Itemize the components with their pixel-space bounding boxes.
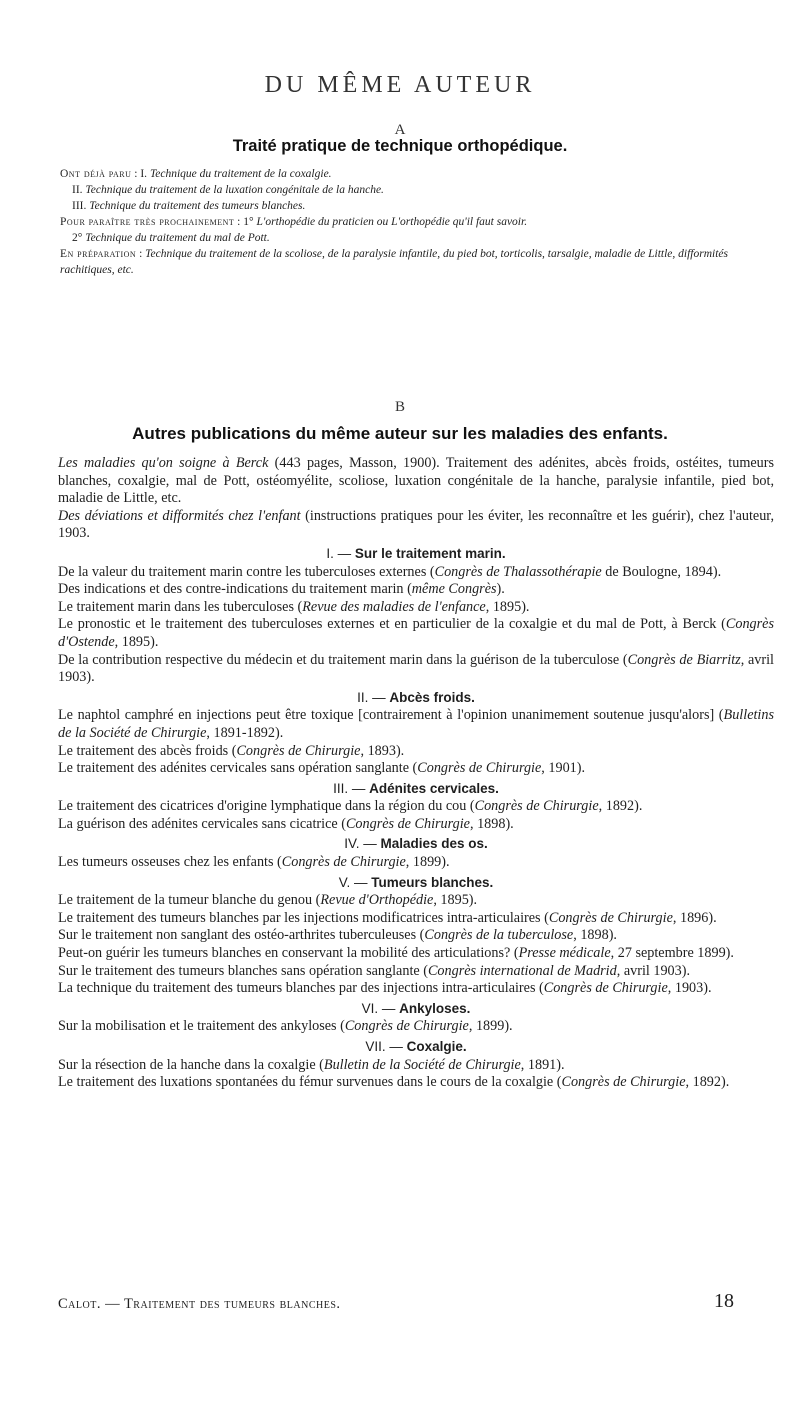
line-sep: : bbox=[234, 216, 244, 228]
entry-reference: Congrès de Chirurgie bbox=[543, 980, 668, 997]
entry-date: , 1899). bbox=[468, 1018, 513, 1035]
entry-reference: Congrès de Chirurgie bbox=[281, 854, 406, 871]
entry-text: La technique du traitement des tumeurs blanches par des injections intra-articulaires ( bbox=[58, 980, 544, 997]
subsection-heading bbox=[58, 874, 774, 892]
section-a-letter: A bbox=[394, 122, 406, 138]
entry-reference: Congrès de Chirurgie bbox=[548, 909, 673, 926]
page-footer bbox=[58, 1290, 774, 1313]
entry-text: Peut-on guérir les tumeurs blanches en conservant la mobilité des articulations? ( bbox=[58, 945, 519, 962]
publication-entry bbox=[58, 564, 774, 582]
subsection-title: Ankyloses. bbox=[399, 1000, 471, 1016]
publication-entry bbox=[58, 798, 774, 816]
publication-entry bbox=[58, 816, 774, 834]
entry-text: Les tumeurs osseuses chez les enfants ( bbox=[58, 854, 282, 871]
section-a-line bbox=[60, 214, 772, 230]
section-b-body bbox=[58, 455, 774, 1092]
entry-text: Sur la mobilisation et le traitement des ankyloses ( bbox=[58, 1018, 345, 1035]
entry-date: , 1895). bbox=[433, 892, 478, 909]
entry-text: Le traitement des tumeurs blanches par les injections modificatrices intra-articulaires ( bbox=[58, 909, 549, 926]
entry-text: La guérison des adénites cervicales sans cicatrice ( bbox=[58, 815, 346, 832]
entry-reference: Congrès de Chirurgie bbox=[474, 798, 599, 815]
entry-text: Des indications et des contre-indications du traitement marin ( bbox=[58, 581, 412, 598]
entry-reference: Congrès de Thalassothérapie bbox=[434, 563, 602, 580]
entry-date: ). bbox=[496, 581, 505, 598]
entry-reference: Bulletins de la Société de Chirurgie bbox=[58, 707, 774, 741]
entry-date: , 1891-1892). bbox=[206, 724, 284, 741]
entry-reference: même Congrès bbox=[411, 581, 497, 598]
page-number: 18 bbox=[714, 1290, 734, 1312]
section-b-letter: B bbox=[394, 399, 405, 415]
line-title: Technique du traitement de la scoliose, de la paralysie infantile, du pied bot, torticolis, tarsalgie, maladie de Little, difformités rachitiques, etc. bbox=[60, 248, 728, 276]
section-a-title: Traité pratique de technique orthopédique. bbox=[232, 137, 568, 155]
section-a-line bbox=[60, 230, 772, 246]
entry-date: , 1903). bbox=[667, 980, 712, 997]
entry-date: , 1896). bbox=[672, 909, 717, 926]
entry-text: Sur la résection de la hanche dans la coxalgie ( bbox=[58, 1056, 324, 1073]
subsection-title: Tumeurs blanches. bbox=[371, 874, 494, 890]
section-a-line bbox=[60, 166, 772, 182]
publication-entry bbox=[58, 599, 774, 617]
subsection-heading bbox=[58, 545, 774, 563]
section-a-line bbox=[60, 198, 772, 214]
publication-entry bbox=[58, 892, 774, 910]
entry-text: Le traitement des abcès froids ( bbox=[58, 742, 237, 759]
publication-entry bbox=[58, 616, 774, 651]
publication-entry bbox=[58, 581, 774, 599]
subsection-heading bbox=[58, 780, 774, 798]
section-b-title: Autres publications du même auteur sur les maladies des enfants. bbox=[132, 424, 668, 443]
subsection-number: II. — bbox=[357, 689, 390, 705]
subsection-title: Maladies des os. bbox=[380, 836, 488, 852]
intro-paragraph bbox=[58, 455, 774, 508]
subsection-title: Abcès froids. bbox=[389, 689, 475, 705]
entry-reference: Congrès de la tuberculose bbox=[424, 927, 574, 944]
publication-entry bbox=[58, 1018, 774, 1036]
section-a-list bbox=[60, 166, 772, 278]
publication-title: Des déviations et difformités chez l'enfant bbox=[58, 507, 301, 524]
publication-detail: (instructions pratiques pour les éviter, les reconnaître et les guérir), chez l'auteur, 1903. bbox=[58, 507, 775, 542]
entry-date: , 1898). bbox=[469, 815, 514, 832]
subsection-number: VII. — bbox=[365, 1039, 407, 1054]
publication-entry bbox=[58, 1057, 774, 1075]
entry-date: , 1901). bbox=[541, 760, 586, 777]
line-title: L'orthopédie du praticien ou L'orthopédie qu'il faut savoir. bbox=[256, 216, 528, 228]
line-number: I. bbox=[140, 168, 150, 180]
entry-text: Le traitement des cicatrices d'origine lymphatique dans la région du cou ( bbox=[58, 798, 475, 815]
entry-reference: Congrès d'Ostende bbox=[58, 616, 774, 650]
line-title: Technique du traitement des tumeurs blanches. bbox=[89, 200, 306, 212]
line-sep: : bbox=[131, 168, 141, 180]
entry-text: Le traitement des luxations spontanées du fémur survenues dans le cours de la coxalgie ( bbox=[58, 1074, 562, 1091]
line-title: Technique du traitement du mal de Pott. bbox=[85, 232, 270, 244]
entry-reference: Congrès de Chirurgie bbox=[417, 760, 542, 777]
entry-text: Sur le traitement non sanglant des ostéo-arthrites tuberculeuses ( bbox=[58, 927, 425, 944]
publication-entry bbox=[58, 910, 774, 928]
entry-text: Sur le traitement des tumeurs blanches sans opération sanglante ( bbox=[58, 962, 428, 979]
entry-date: , 1895). bbox=[114, 633, 159, 650]
subsection-title: Coxalgie. bbox=[406, 1039, 467, 1054]
publication-entry bbox=[58, 652, 774, 687]
entry-reference: Bulletin de la Société de Chirurgie bbox=[323, 1056, 521, 1073]
entry-date: , avril 1903). bbox=[58, 651, 775, 686]
entry-text: De la valeur du traitement marin contre les tuberculoses externes ( bbox=[58, 563, 435, 580]
entry-reference: Congrès de Chirurgie bbox=[344, 1018, 469, 1035]
section-a-line bbox=[60, 246, 772, 278]
entry-text: Le traitement de la tumeur blanche du genou ( bbox=[58, 892, 321, 909]
entry-date: , 1891). bbox=[520, 1056, 565, 1073]
entry-text: Le pronostic et le traitement des tuberculoses externes et en particulier de la coxalgie et du mal de Pott, à Berck ( bbox=[58, 616, 726, 633]
page-header: DU MÊME AUTEUR bbox=[264, 72, 536, 98]
entry-date: , avril 1903). bbox=[616, 962, 691, 979]
entry-reference: Congrès de Chirurgie bbox=[236, 742, 361, 759]
entry-reference: Congrès international de Madrid bbox=[427, 962, 617, 979]
publication-entry bbox=[58, 1074, 774, 1092]
subsection-title: Adénites cervicales. bbox=[369, 780, 499, 796]
line-lead: Ont déjà paru bbox=[60, 168, 132, 180]
publication-entry bbox=[58, 980, 774, 998]
subsection-number: IV. — bbox=[344, 836, 381, 852]
intro-paragraph bbox=[58, 508, 774, 543]
entry-reference: Congrès de Chirurgie bbox=[345, 815, 470, 832]
entry-text: De la contribution respective du médecin et du traitement marin dans la guérison de la tuberculose ( bbox=[58, 651, 628, 668]
line-number: 1° bbox=[243, 216, 257, 228]
entry-date: , 1892). bbox=[685, 1074, 730, 1091]
line-number: 2° bbox=[72, 232, 86, 244]
publication-entry bbox=[58, 945, 774, 963]
subsection-heading bbox=[58, 1038, 774, 1056]
entry-reference: Revue des maladies de l'enfance bbox=[302, 598, 486, 615]
section-a-line bbox=[60, 182, 772, 198]
line-sep: : bbox=[136, 248, 146, 260]
publication-entry bbox=[58, 743, 774, 761]
entry-text: Le traitement marin dans les tuberculoses ( bbox=[58, 598, 303, 615]
publication-entry bbox=[58, 760, 774, 778]
entry-date: , 1895). bbox=[485, 598, 530, 615]
footer-text: Calot. — Traitement des tumeurs blanches. bbox=[58, 1296, 341, 1312]
subsection-heading bbox=[58, 1000, 774, 1018]
publication-title: Les maladies qu'on soigne à Berck bbox=[58, 455, 269, 471]
subsection-title: Sur le traitement marin. bbox=[354, 545, 506, 561]
subsection-number: I. — bbox=[326, 545, 355, 561]
line-title: Technique du traitement de la luxation congénitale de la hanche. bbox=[85, 184, 384, 196]
entry-reference: Congrès de Biarritz bbox=[627, 651, 741, 668]
subsection-number: V. — bbox=[338, 874, 372, 890]
publication-entry bbox=[58, 854, 774, 872]
subsection-heading bbox=[58, 835, 774, 853]
publication-entry bbox=[58, 707, 774, 742]
subsection-heading bbox=[58, 689, 774, 707]
entry-text: Le traitement des adénites cervicales sans opération sanglante ( bbox=[58, 760, 418, 777]
line-lead: Pour paraître très prochainement bbox=[60, 216, 235, 228]
entry-date: , 1892). bbox=[598, 798, 643, 815]
subsection-number: VI. — bbox=[361, 1000, 400, 1016]
entry-date: , 1893). bbox=[360, 742, 405, 759]
line-title: Technique du traitement de la coxalgie. bbox=[149, 168, 332, 180]
entry-reference: Presse médicale bbox=[518, 945, 611, 962]
publication-entry bbox=[58, 963, 774, 981]
entry-text: Le naphtol camphré en injections peut être toxique [contrairement à l'opinion unanimement soutenue jusqu'alors] ( bbox=[58, 707, 724, 724]
publication-detail: (443 pages, Masson, 1900). Traitement des adénites, abcès froids, ostéites, tumeurs blanches, coxalgie, mal de Pott, ostéomyélite, scoliose, luxation congénitale de la hanche, paralysie infantile, pied bot, maladie de Little, etc. bbox=[58, 455, 774, 507]
line-lead: En préparation bbox=[60, 248, 137, 260]
subsection-number: III. — bbox=[333, 780, 370, 796]
publication-entry bbox=[58, 927, 774, 945]
entry-reference: Congrès de Chirurgie bbox=[561, 1074, 686, 1091]
entry-date: , 1899). bbox=[405, 854, 450, 871]
line-number: III. bbox=[72, 200, 90, 212]
line-number: II. bbox=[72, 184, 86, 196]
entry-date: de Boulogne, 1894). bbox=[601, 563, 722, 580]
entry-date: , 27 septembre 1899). bbox=[610, 945, 734, 962]
entry-date: , 1898). bbox=[573, 927, 617, 944]
entry-reference: Revue d'Orthopédie bbox=[320, 892, 434, 909]
